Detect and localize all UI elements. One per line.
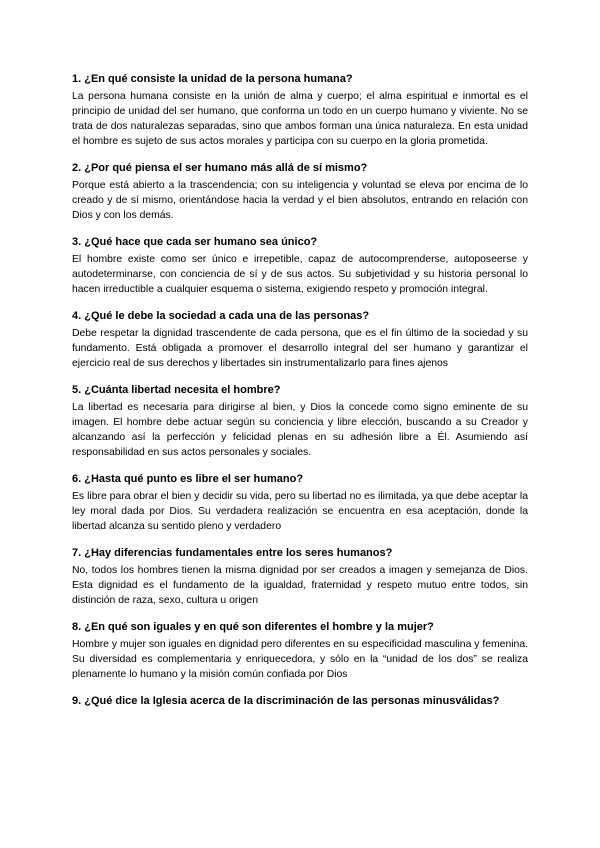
qa-item-2	[72, 161, 528, 223]
question-4: 4. ¿Qué le debe la sociedad a cada una de las personas?	[72, 310, 370, 322]
qa-item-5	[72, 383, 528, 460]
question-8: 8. ¿En qué son iguales y en qué son diferentes el hombre y la mujer?	[72, 621, 434, 633]
question-9: 9. ¿Qué dice la Iglesia acerca de la discriminación de las personas minusválidas?	[72, 695, 500, 707]
qa-item-8	[72, 620, 528, 682]
answer-5: La libertad es necesaria para dirigirse al bien, y Dios la concede como signo eminente de su imagen. El hombre debe actuar según su conciencia y libre elección, buscando a su Creador y alcanzando así la perfección y felicidad plenas en su adhesión libre a Él. Asumiendo así responsabilidad en sus actos personales y sociales.	[72, 402, 528, 458]
qa-item-4	[72, 309, 528, 371]
qa-item-3	[72, 235, 528, 297]
qa-item-6	[72, 472, 528, 534]
answer-6: Es libre para obrar el bien y decidir su vida, pero su libertad no es ilimitada, ya que debe aceptar la ley moral dada por Dios. Su verdadera realización se encuentra en esa aceptación, donde la libertad alcanza su sentido pleno y verdadero	[72, 491, 528, 532]
qa-item-9	[72, 694, 528, 708]
answer-3: El hombre existe como ser único e irrepetible, capaz de autocomprenderse, autoposeerse y autodeterminarse, con conciencia de sí y de sus actos. Su subjetividad y su historia personal lo hacen irreductible a cualquier esquema o sistema, exigiendo respeto y promoción integral.	[72, 254, 528, 295]
answer-1: La persona humana consiste en la unión de alma y cuerpo; el alma espiritual e inmortal es el principio de unidad del ser humano, que conforma un todo en un cuerpo humano y viviente. No se trata de dos naturalezas separadas, sino que ambos forman una única naturaleza. En esta unidad el hombre es sujeto de sus actos morales y participa con su cuerpo en la gloria prometida.	[72, 91, 528, 147]
answer-4: Debe respetar la dignidad trascendente de cada persona, que es el fin último de la sociedad y su fundamento. Está obligada a promover el desarrollo integral del ser humano y garantizar el ejercicio real de sus derechos y libertades sin instrumentalizarlo para fines ajenos	[72, 328, 528, 369]
qa-item-1	[72, 72, 528, 149]
question-6: 6. ¿Hasta qué punto es libre el ser humano?	[72, 473, 304, 485]
question-3: 3. ¿Qué hace que cada ser humano sea único?	[72, 236, 318, 248]
question-5: 5. ¿Cuánta libertad necesita el hombre?	[72, 384, 281, 396]
document-page	[72, 72, 528, 720]
question-7: 7. ¿Hay diferencias fundamentales entre los seres humanos?	[72, 547, 393, 559]
qa-item-7	[72, 546, 528, 608]
answer-7: No, todos los hombres tienen la misma dignidad por ser creados a imagen y semejanza de Dios. Esta dignidad es el fundamento de la igualdad, fraternidad y respeto mutuo entre todos, sin distinción de raza, sexo, cultura u origen	[72, 565, 528, 606]
answer-8: Hombre y mujer son iguales en dignidad pero diferentes en su especificidad masculina y femenina. Su diversidad es complementaria y enriquecedora, y sólo en la “unidad de los dos” se realiza plenamente lo humano y la misión común confiada por Dios	[72, 639, 528, 680]
question-1: 1. ¿En qué consiste la unidad de la persona humana?	[72, 73, 353, 85]
answer-2: Porque está abierto a la trascendencia; con su inteligencia y voluntad se eleva por encima de lo creado y de sí mismo, orientándose hacia la verdad y el bien absolutos, entrando en relación con Dios y con los demás.	[72, 180, 528, 221]
question-2: 2. ¿Por qué piensa el ser humano más allá de sí mismo?	[72, 162, 368, 174]
